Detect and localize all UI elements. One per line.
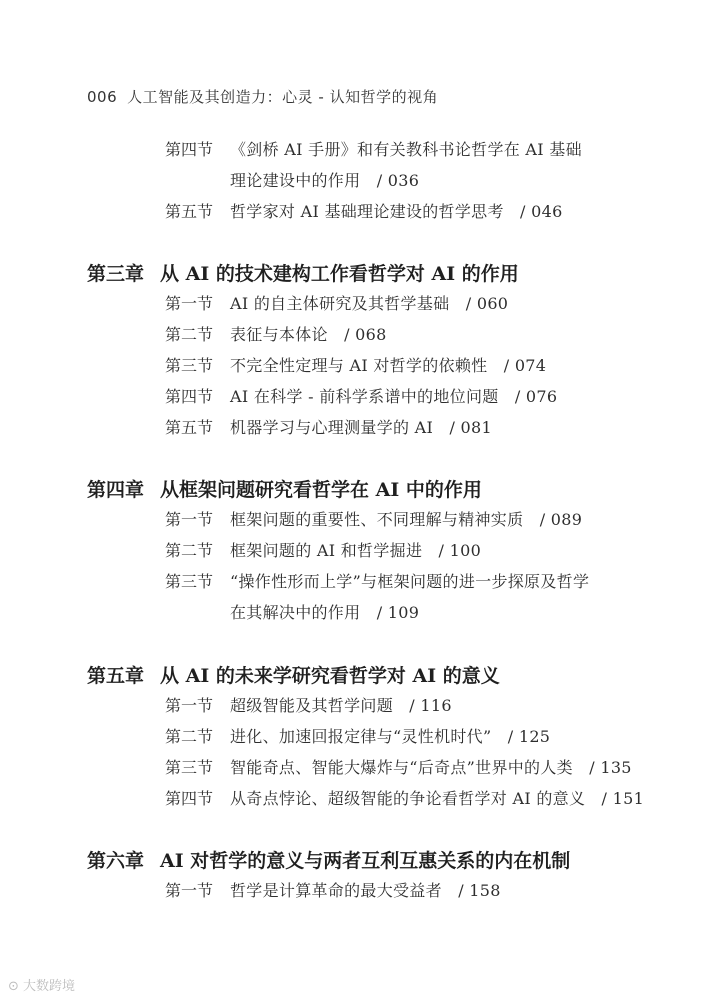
chapter-title: 从 AI 的未来学研究看哲学对 AI 的意义 — [160, 665, 500, 687]
section-title-continuation[interactable]: 理论建设中的作用 / 036 — [230, 171, 420, 190]
toc-section[interactable] — [165, 727, 550, 747]
toc-section[interactable] — [165, 510, 582, 530]
toc-section[interactable] — [165, 418, 492, 438]
toc-section[interactable] — [165, 789, 644, 809]
toc-section[interactable] — [165, 202, 563, 222]
toc-section[interactable] — [165, 758, 632, 778]
chapter-title: 从框架问题研究看哲学在 AI 中的作用 — [160, 479, 482, 501]
section-title: 智能奇点、智能大爆炸与“后奇点”世界中的人类 / 135 — [230, 758, 632, 777]
toc-section[interactable] — [165, 696, 452, 716]
chapter-title: 从 AI 的技术建构工作看哲学对 AI 的作用 — [160, 263, 519, 285]
section-title: 从奇点悖论、超级智能的争论看哲学对 AI 的意义 / 151 — [230, 789, 645, 808]
section-label: 第一节 — [165, 294, 214, 313]
section-title: 进化、加速回报定律与“灵性机时代” / 125 — [230, 727, 551, 746]
section-label: 第一节 — [165, 881, 214, 900]
section-title-continuation[interactable]: 在其解决中的作用 / 109 — [230, 603, 420, 622]
section-label: 第四节 — [165, 387, 214, 406]
section-title: 《剑桥 AI 手册》和有关教科书论哲学在 AI 基础 — [230, 140, 582, 159]
chapter-label: 第六章 — [87, 850, 145, 872]
chapter-label: 第三章 — [87, 263, 145, 285]
toc-section[interactable] — [165, 325, 387, 345]
section-label: 第四节 — [165, 140, 214, 159]
section-label: 第三节 — [165, 356, 214, 375]
section-title: AI 的自主体研究及其哲学基础 / 060 — [230, 294, 509, 313]
toc-section[interactable] — [165, 294, 508, 314]
watermark — [8, 975, 75, 994]
section-title: 不完全性定理与 AI 对哲学的依赖性 / 074 — [230, 356, 547, 375]
chapter-label: 第四章 — [87, 479, 145, 501]
toc-section[interactable] — [165, 572, 589, 592]
book-title: 人工智能及其创造力：心灵 - 认知哲学的视角 — [127, 88, 439, 106]
section-title: AI 在科学 - 前科学系谱中的地位问题 / 076 — [230, 387, 558, 406]
section-title: 超级智能及其哲学问题 / 116 — [230, 696, 452, 715]
section-label: 第三节 — [165, 758, 214, 777]
running-head — [87, 86, 438, 107]
chapter-heading[interactable] — [87, 262, 519, 286]
watermark-icon: ⊙ — [8, 979, 24, 994]
chapter-heading[interactable] — [87, 478, 482, 502]
chapter-heading[interactable] — [87, 849, 570, 873]
section-title: 表征与本体论 / 068 — [230, 325, 387, 344]
section-label: 第二节 — [165, 325, 214, 344]
toc-section[interactable] — [165, 541, 481, 561]
watermark-text: 大数跨境 — [23, 979, 76, 994]
section-label: 第二节 — [165, 541, 214, 560]
section-title: “操作性形而上学”与框架问题的进一步探原及哲学 — [230, 572, 590, 591]
section-title: 框架问题的 AI 和哲学掘进 / 100 — [230, 541, 482, 560]
section-label: 第五节 — [165, 418, 214, 437]
section-title: 机器学习与心理测量学的 AI / 081 — [230, 418, 492, 437]
toc-section[interactable] — [165, 140, 582, 160]
page-number: 006 — [87, 88, 118, 106]
section-label: 第二节 — [165, 727, 214, 746]
section-label: 第一节 — [165, 510, 214, 529]
section-title: 哲学是计算革命的最大受益者 / 158 — [230, 881, 501, 900]
chapter-heading[interactable] — [87, 664, 500, 688]
section-label: 第四节 — [165, 789, 214, 808]
toc-section[interactable] — [165, 881, 501, 901]
section-label: 第一节 — [165, 696, 214, 715]
toc-section[interactable] — [165, 356, 546, 376]
chapter-label: 第五章 — [87, 665, 145, 687]
section-label: 第三节 — [165, 572, 214, 591]
chapter-title: AI 对哲学的意义与两者互利互惠关系的内在机制 — [160, 850, 571, 872]
toc-section[interactable] — [165, 387, 557, 407]
section-title: 哲学家对 AI 基础理论建设的哲学思考 / 046 — [230, 202, 563, 221]
section-title: 框架问题的重要性、不同理解与精神实质 / 089 — [230, 510, 583, 529]
section-label: 第五节 — [165, 202, 214, 221]
